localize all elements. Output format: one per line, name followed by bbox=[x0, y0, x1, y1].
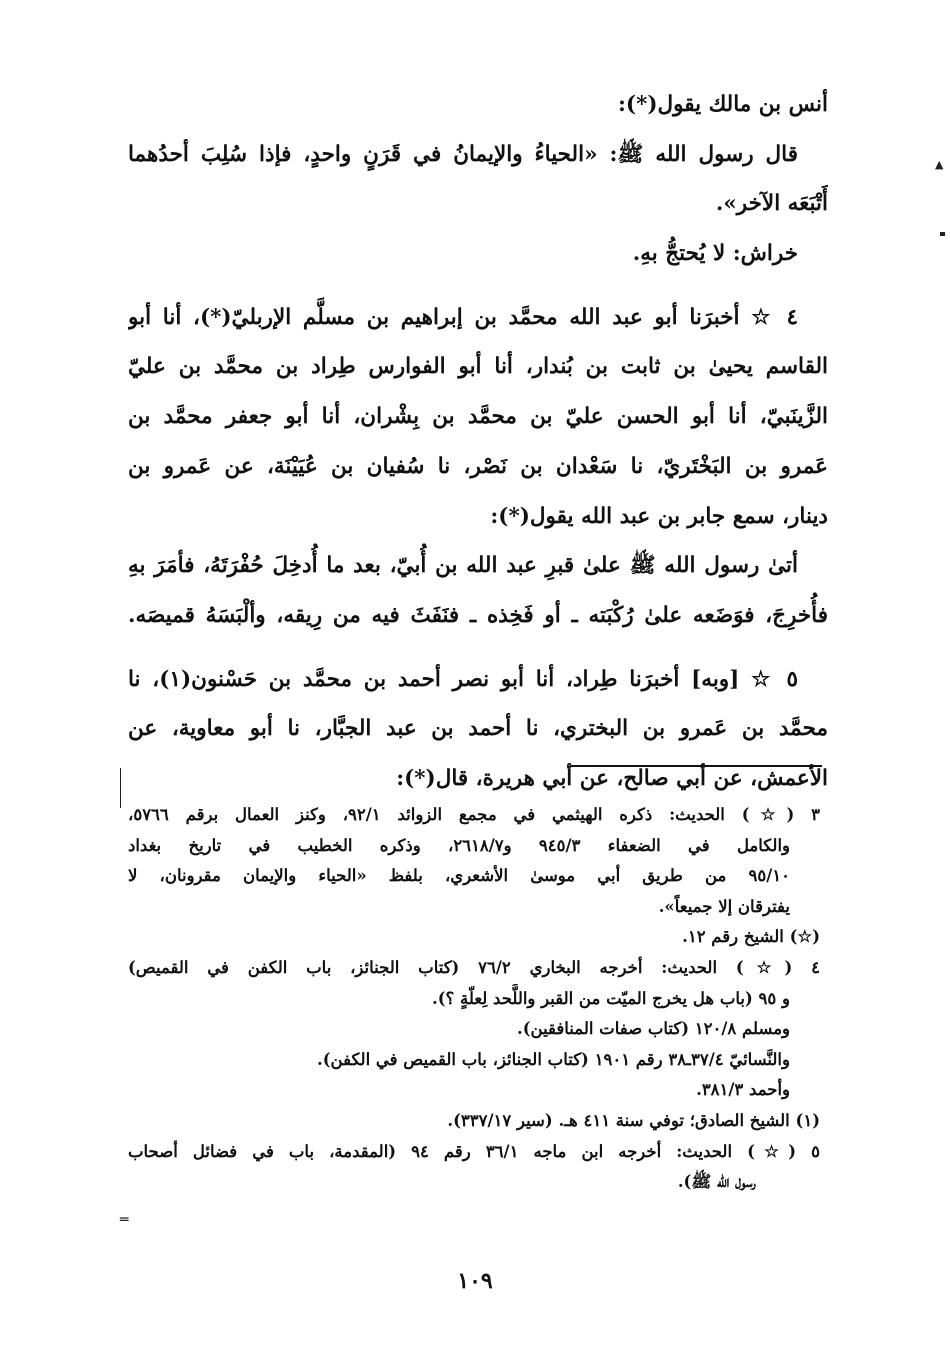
hadith-4-line: ٤ ☆ أخبرَنا أبو عبد الله محمَّد بن إبراهيم بن مسلَّم الإربليّ(*)، أنا أبو bbox=[128, 304, 798, 330]
footnote-line: يفترقان إلا جميعاً». bbox=[658, 896, 790, 916]
hadith-5-line: ٥ ☆ [وبه] أخبرَنا طِراد، أنا أبو نصر أحمد بن محمَّد بن حَسْنون(١)، نا bbox=[128, 666, 798, 692]
text-line: خراش: لا يُحتجُّ بهِ. bbox=[632, 241, 798, 267]
footnote-line: والكامل في الضعفاء ٩٤٥/٣ و٢٦١٨/٧، وذكره الخطيب في تاريخ بغداد bbox=[128, 835, 790, 855]
scan-equals-icon: ═ bbox=[120, 1212, 129, 1228]
footnote-line: ٤ (☆) الحديث: أخرجه البخاري ٧٦/٢ (كتاب الجنائز، باب الكفن في القميص) bbox=[128, 957, 820, 977]
text-line: القاسم يحيىٰ بن ثابت بن بُندار، أنا أبو الفوارس طِراد بن محمَّد بن عليّ bbox=[128, 354, 828, 380]
text-line: قال رسول الله ﷺ: «الحياءُ والإيمانُ في قَرَنٍ واحدٍ، فإذا سُلِبَ أحدُهما bbox=[128, 141, 798, 167]
margin-mark bbox=[120, 768, 121, 808]
footnotes bbox=[128, 800, 820, 1198]
footnote-line: ٩٥/١٠ من طريق أبي موسىٰ الأشعري، بلفظ «الحياء والإيمان مقرونان، لا bbox=[128, 866, 790, 886]
footnote-line: رسول الله ﷺ). bbox=[677, 1172, 756, 1192]
footnote-line: ٥ (☆) الحديث: أخرجه ابن ماجه ٣٦/١ رقم ٩٤ (المقدمة، باب في فضائل أصحاب bbox=[128, 1141, 820, 1161]
footnote-separator bbox=[570, 765, 822, 767]
footnote-line: وأحمد ٣٨١/٣. bbox=[696, 1080, 790, 1100]
text-line: أَتْبَعَه الآخر». bbox=[715, 191, 828, 217]
footnote-line: و ٩٥ (باب هل يخرج الميّت من القبر واللَّحد لِعلّةٍ ؟). bbox=[431, 988, 790, 1008]
scan-dot-icon bbox=[940, 232, 945, 236]
text-line: أنس بن مالك يقول(*): bbox=[617, 92, 828, 117]
footnote-line: ٣ (☆) الحديث: ذكره الهيثمي في مجمع الزوائد ٩٢/١، وكنز العمال برقم ٥٧٦٦، bbox=[128, 805, 820, 824]
text-line: محمَّد بن عَمرو بن البختري، نا أحمد بن عبد الجبَّار، نا أبو معاوية، عن bbox=[128, 716, 828, 742]
text-line: عَمرو بن البَخْتَريّ، نا سَعْدان بن نَصْر، نا سُفيان بن عُيَيْنَة، عن عَمرو بن bbox=[128, 453, 828, 479]
footnote-line: (☆) الشيخ رقم ١٢. bbox=[682, 927, 820, 947]
footnote-line: ومسلم ١٢٠/٨ (كتاب صفات المنافقين). bbox=[516, 1019, 790, 1039]
footnote-line: والنَّسائيّ ٣٧/٤ـ٣٨ رقم ١٩٠١ (كتاب الجنائز، باب القميص في الكفن). bbox=[316, 1049, 790, 1069]
text-line: الأعمش، عن أبي صالح، عن أبي هريرة، قال(*): bbox=[396, 765, 828, 791]
text-line: أتىٰ رسول الله ﷺ علىٰ قبرِ عبد الله بن أُبيّ، بعد ما أُدخِلَ حُفْرَتَهُ، فأمَرَ بهِ bbox=[128, 553, 798, 579]
text-line: فأُخرِجَ، فوَضَعه علىٰ رُكْبَته ـ أو فَخِذه ـ فنَفَثَ فيه من رِيقه، وألْبَسَهُ قميصَه. bbox=[128, 602, 828, 628]
scan-arrow-icon: ▲ bbox=[935, 158, 944, 171]
main-text bbox=[128, 80, 828, 804]
text-line: دينار، سمع جابر بن عبد الله يقول(*): bbox=[490, 503, 828, 529]
page-number: ١٠٩ bbox=[457, 1268, 493, 1294]
text-line: الزَّينَبيّ، أنا أبو الحسن عليّ بن محمَّد بن بِشْران، أنا أبو جعفر محمَّد بن bbox=[128, 404, 828, 430]
footnote-line: (١) الشيخ الصادق؛ توفي سنة ٤١١ هـ. (سير ٣٣٧/١٧). bbox=[447, 1110, 820, 1130]
